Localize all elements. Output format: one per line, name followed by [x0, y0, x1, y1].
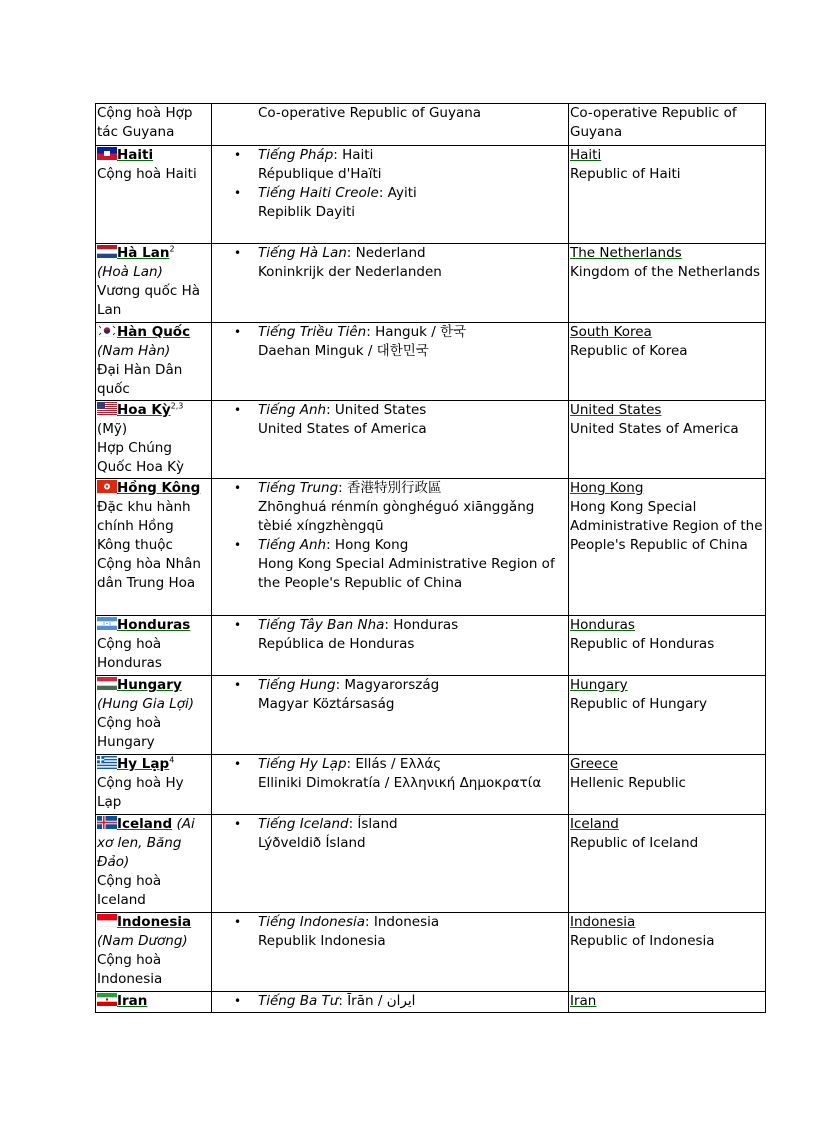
country-alt-name: Hợp Chúng Quốc Hoa Kỳ	[97, 440, 184, 475]
country-alias: (Hoà Lan)	[97, 264, 163, 280]
english-name-link[interactable]: The Netherlands	[570, 245, 682, 261]
table-row	[96, 992, 766, 1013]
country-cell	[96, 401, 212, 479]
country-link[interactable]: Hồng Kông	[117, 480, 201, 496]
country-cell	[96, 913, 212, 992]
country-alt-name: Vương quốc Hà Lan	[97, 283, 200, 318]
english-cell	[569, 401, 766, 479]
native-long: Hong Kong Special Administrative Region of the People's Republic of China	[258, 556, 555, 591]
native-language-item	[212, 616, 568, 654]
native-long: United States of America	[258, 421, 427, 437]
native-long: Republik Indonesia	[258, 933, 386, 949]
native-long: Magyar Köztársaság	[258, 696, 395, 712]
country-cell	[96, 479, 212, 616]
country-link[interactable]: Hungary	[117, 677, 182, 693]
native-name: Co-operative Republic of Guyana	[258, 105, 482, 121]
native-long: Elliniki Dimokratía / Ελληνική Δημοκρατία	[258, 775, 542, 791]
footnote-ref[interactable]: 4	[169, 755, 175, 765]
country-alt-name: Cộng hoà Hợp tác Guyana	[97, 105, 193, 140]
country-alt-name: Cộng hoà Indonesia	[97, 952, 163, 987]
native-long: República de Honduras	[258, 636, 415, 652]
native-short: : Ellás / Ελλάς	[346, 756, 442, 772]
country-cell	[96, 146, 212, 244]
table-row	[96, 913, 766, 992]
language-label: Tiếng Hà Lan	[258, 245, 347, 261]
english-cell	[569, 755, 766, 815]
english-cell	[569, 146, 766, 244]
country-link[interactable]: Iran	[117, 993, 148, 1009]
native-short: : Magyarország	[335, 677, 440, 693]
country-cell	[96, 992, 212, 1013]
language-label: Tiếng Tây Ban Nha	[258, 617, 385, 633]
native-language-item	[212, 755, 568, 793]
country-link[interactable]: Hàn Quốc	[117, 324, 191, 340]
native-short: : Nederland	[346, 245, 426, 261]
language-label: Tiếng Indonesia	[258, 914, 366, 930]
hongkong-flag-icon	[97, 480, 117, 493]
english-cell	[569, 992, 766, 1013]
native-long: Lýðveldið Ísland	[258, 835, 366, 851]
english-name-link[interactable]: Iceland	[570, 816, 619, 832]
table-row	[96, 104, 766, 146]
native-cell	[212, 676, 569, 755]
native-cell	[212, 401, 569, 479]
table-row	[96, 676, 766, 755]
native-language-item	[212, 184, 568, 222]
english-full-name: Hellenic Republic	[570, 775, 686, 791]
native-language-item	[212, 146, 568, 184]
language-label: Tiếng Haiti Creole	[258, 185, 379, 201]
table-row	[96, 401, 766, 479]
country-cell	[96, 104, 212, 146]
country-alt-name: Đại Hàn Dân quốc	[97, 362, 183, 397]
native-short: : Īrān / ایران	[338, 993, 416, 1009]
language-label: Tiếng Anh	[258, 537, 327, 553]
native-language-item	[212, 992, 568, 1011]
indonesia-flag-icon	[97, 914, 117, 927]
english-cell	[569, 616, 766, 676]
country-alias: (Ai xơ len, Băng Đảo)	[97, 816, 195, 870]
country-cell	[96, 815, 212, 913]
language-label: Tiếng Hung	[258, 677, 336, 693]
native-long: Daehan Minguk / 대한민국	[258, 343, 429, 359]
iceland-flag-icon	[97, 816, 117, 829]
native-long: Zhōnghuá rénmín gònghéguó xiānggǎng tèbié xíngzhèngqū	[258, 499, 535, 534]
native-long: Koninkrijk der Nederlanden	[258, 264, 442, 280]
english-name-link[interactable]: South Korea	[570, 324, 652, 340]
native-short: : Honduras	[384, 617, 459, 633]
english-name-link[interactable]: Greece	[570, 756, 619, 772]
usa-flag-icon	[97, 402, 117, 415]
native-cell	[212, 755, 569, 815]
native-short: : Haiti	[333, 147, 374, 163]
country-alt-name: Cộng hoà Hy Lạp	[97, 775, 184, 810]
language-label: Tiếng Hy Lạp	[258, 756, 347, 772]
table-row	[96, 815, 766, 913]
country-link[interactable]: Honduras	[117, 617, 191, 633]
country-alt-name: Cộng hoà Honduras	[97, 636, 162, 671]
native-language-item	[212, 913, 568, 951]
country-alt-name: Cộng hoà Haiti	[97, 166, 197, 182]
country-link[interactable]: Iceland	[117, 816, 173, 832]
country-alt-name: Đặc khu hành chính Hồng Kông thuộc Cộng hòa Nhân dân Trung Hoa	[97, 499, 201, 591]
english-full-name: Republic of Korea	[570, 343, 688, 359]
english-name-link[interactable]: Hungary	[570, 677, 628, 693]
native-language-item	[212, 479, 568, 536]
footnote-ref[interactable]: 2,3	[170, 401, 184, 411]
native-cell	[212, 146, 569, 244]
english-cell	[569, 479, 766, 616]
country-link[interactable]: Hy Lạp	[117, 756, 170, 772]
footnote-ref[interactable]: 2	[169, 244, 175, 254]
language-label: Tiếng Ba Tư	[258, 993, 339, 1009]
language-label: Tiếng Triều Tiên	[258, 324, 367, 340]
netherlands-flag-icon	[97, 245, 117, 258]
english-full-name: United States of America	[570, 421, 739, 437]
countries-table	[95, 103, 766, 1013]
english-full-name: Republic of Hungary	[570, 696, 707, 712]
country-cell	[96, 676, 212, 755]
native-cell	[212, 616, 569, 676]
english-cell	[569, 104, 766, 146]
country-alias: (Nam Dương)	[97, 933, 188, 949]
table-row	[96, 244, 766, 323]
table-row	[96, 323, 766, 401]
table-row	[96, 755, 766, 815]
table-row	[96, 479, 766, 616]
native-short: : Hong Kong	[326, 537, 409, 553]
english-cell	[569, 913, 766, 992]
honduras-flag-icon	[97, 617, 117, 630]
table-row	[96, 146, 766, 244]
native-short: : Hanguk / 한국	[366, 324, 467, 340]
native-long: Repiblik Dayiti	[258, 204, 356, 220]
country-link[interactable]: Hà Lan	[117, 245, 170, 261]
country-cell	[96, 244, 212, 323]
country-cell	[96, 323, 212, 401]
country-alt-name: Cộng hoà Iceland	[97, 873, 162, 908]
english-name-link[interactable]: Iran	[570, 993, 597, 1009]
english-full-name: Co-operative Republic of Guyana	[570, 105, 737, 140]
native-cell	[212, 323, 569, 401]
native-cell	[212, 815, 569, 913]
native-long: République d'Haïti	[258, 166, 382, 182]
native-cell	[212, 913, 569, 992]
country-alias: (Hung Gia Lợi)	[97, 696, 194, 712]
language-label: Tiếng Iceland	[258, 816, 349, 832]
country-link[interactable]: Hoa Kỳ	[117, 402, 171, 418]
english-name-link[interactable]: Hong Kong	[570, 480, 644, 496]
english-name-link[interactable]: Haiti	[570, 147, 602, 163]
country-alias: (Mỹ)	[97, 421, 128, 437]
native-cell	[212, 992, 569, 1013]
english-name-link[interactable]: United States	[570, 402, 662, 418]
english-cell	[569, 815, 766, 913]
english-full-name: Kingdom of the Netherlands	[570, 264, 761, 280]
native-cell	[212, 104, 569, 146]
haiti-flag-icon	[97, 147, 117, 160]
country-alias: (Nam Hàn)	[97, 343, 171, 359]
language-label: Tiếng Trung	[258, 480, 339, 496]
iran-flag-icon	[97, 993, 117, 1006]
language-label: Tiếng Anh	[258, 402, 327, 418]
native-short: : 香港特別行政區	[338, 480, 442, 496]
native-cell	[212, 244, 569, 323]
native-language-item	[212, 536, 568, 593]
native-short: : Ísland	[348, 816, 398, 832]
native-cell	[212, 479, 569, 616]
country-cell	[96, 616, 212, 676]
english-name-link[interactable]: Indonesia	[570, 914, 636, 930]
table-row	[96, 616, 766, 676]
native-language-item	[212, 323, 568, 361]
english-cell	[569, 676, 766, 755]
native-language-item	[212, 244, 568, 282]
english-full-name: Republic of Iceland	[570, 835, 699, 851]
hungary-flag-icon	[97, 677, 117, 690]
country-alt-name: Cộng hoà Hungary	[97, 715, 162, 750]
english-full-name: Republic of Honduras	[570, 636, 715, 652]
english-cell	[569, 323, 766, 401]
native-language-item	[212, 815, 568, 853]
english-full-name: Republic of Haiti	[570, 166, 681, 182]
country-cell	[96, 755, 212, 815]
english-full-name: Hong Kong Special Administrative Region of the People's Republic of China	[570, 499, 763, 553]
english-cell	[569, 244, 766, 323]
native-short: : United States	[326, 402, 427, 418]
native-language-item	[212, 401, 568, 439]
english-full-name: Republic of Indonesia	[570, 933, 715, 949]
english-name-link[interactable]: Honduras	[570, 617, 635, 633]
country-link[interactable]: Haiti	[117, 147, 154, 163]
native-language-item	[212, 676, 568, 714]
language-label: Tiếng Pháp	[258, 147, 334, 163]
country-link[interactable]: Indonesia	[117, 914, 192, 930]
native-short: : Indonesia	[365, 914, 440, 930]
greece-flag-icon	[97, 756, 117, 769]
korea-flag-icon	[97, 324, 117, 337]
native-short: : Ayiti	[378, 185, 417, 201]
